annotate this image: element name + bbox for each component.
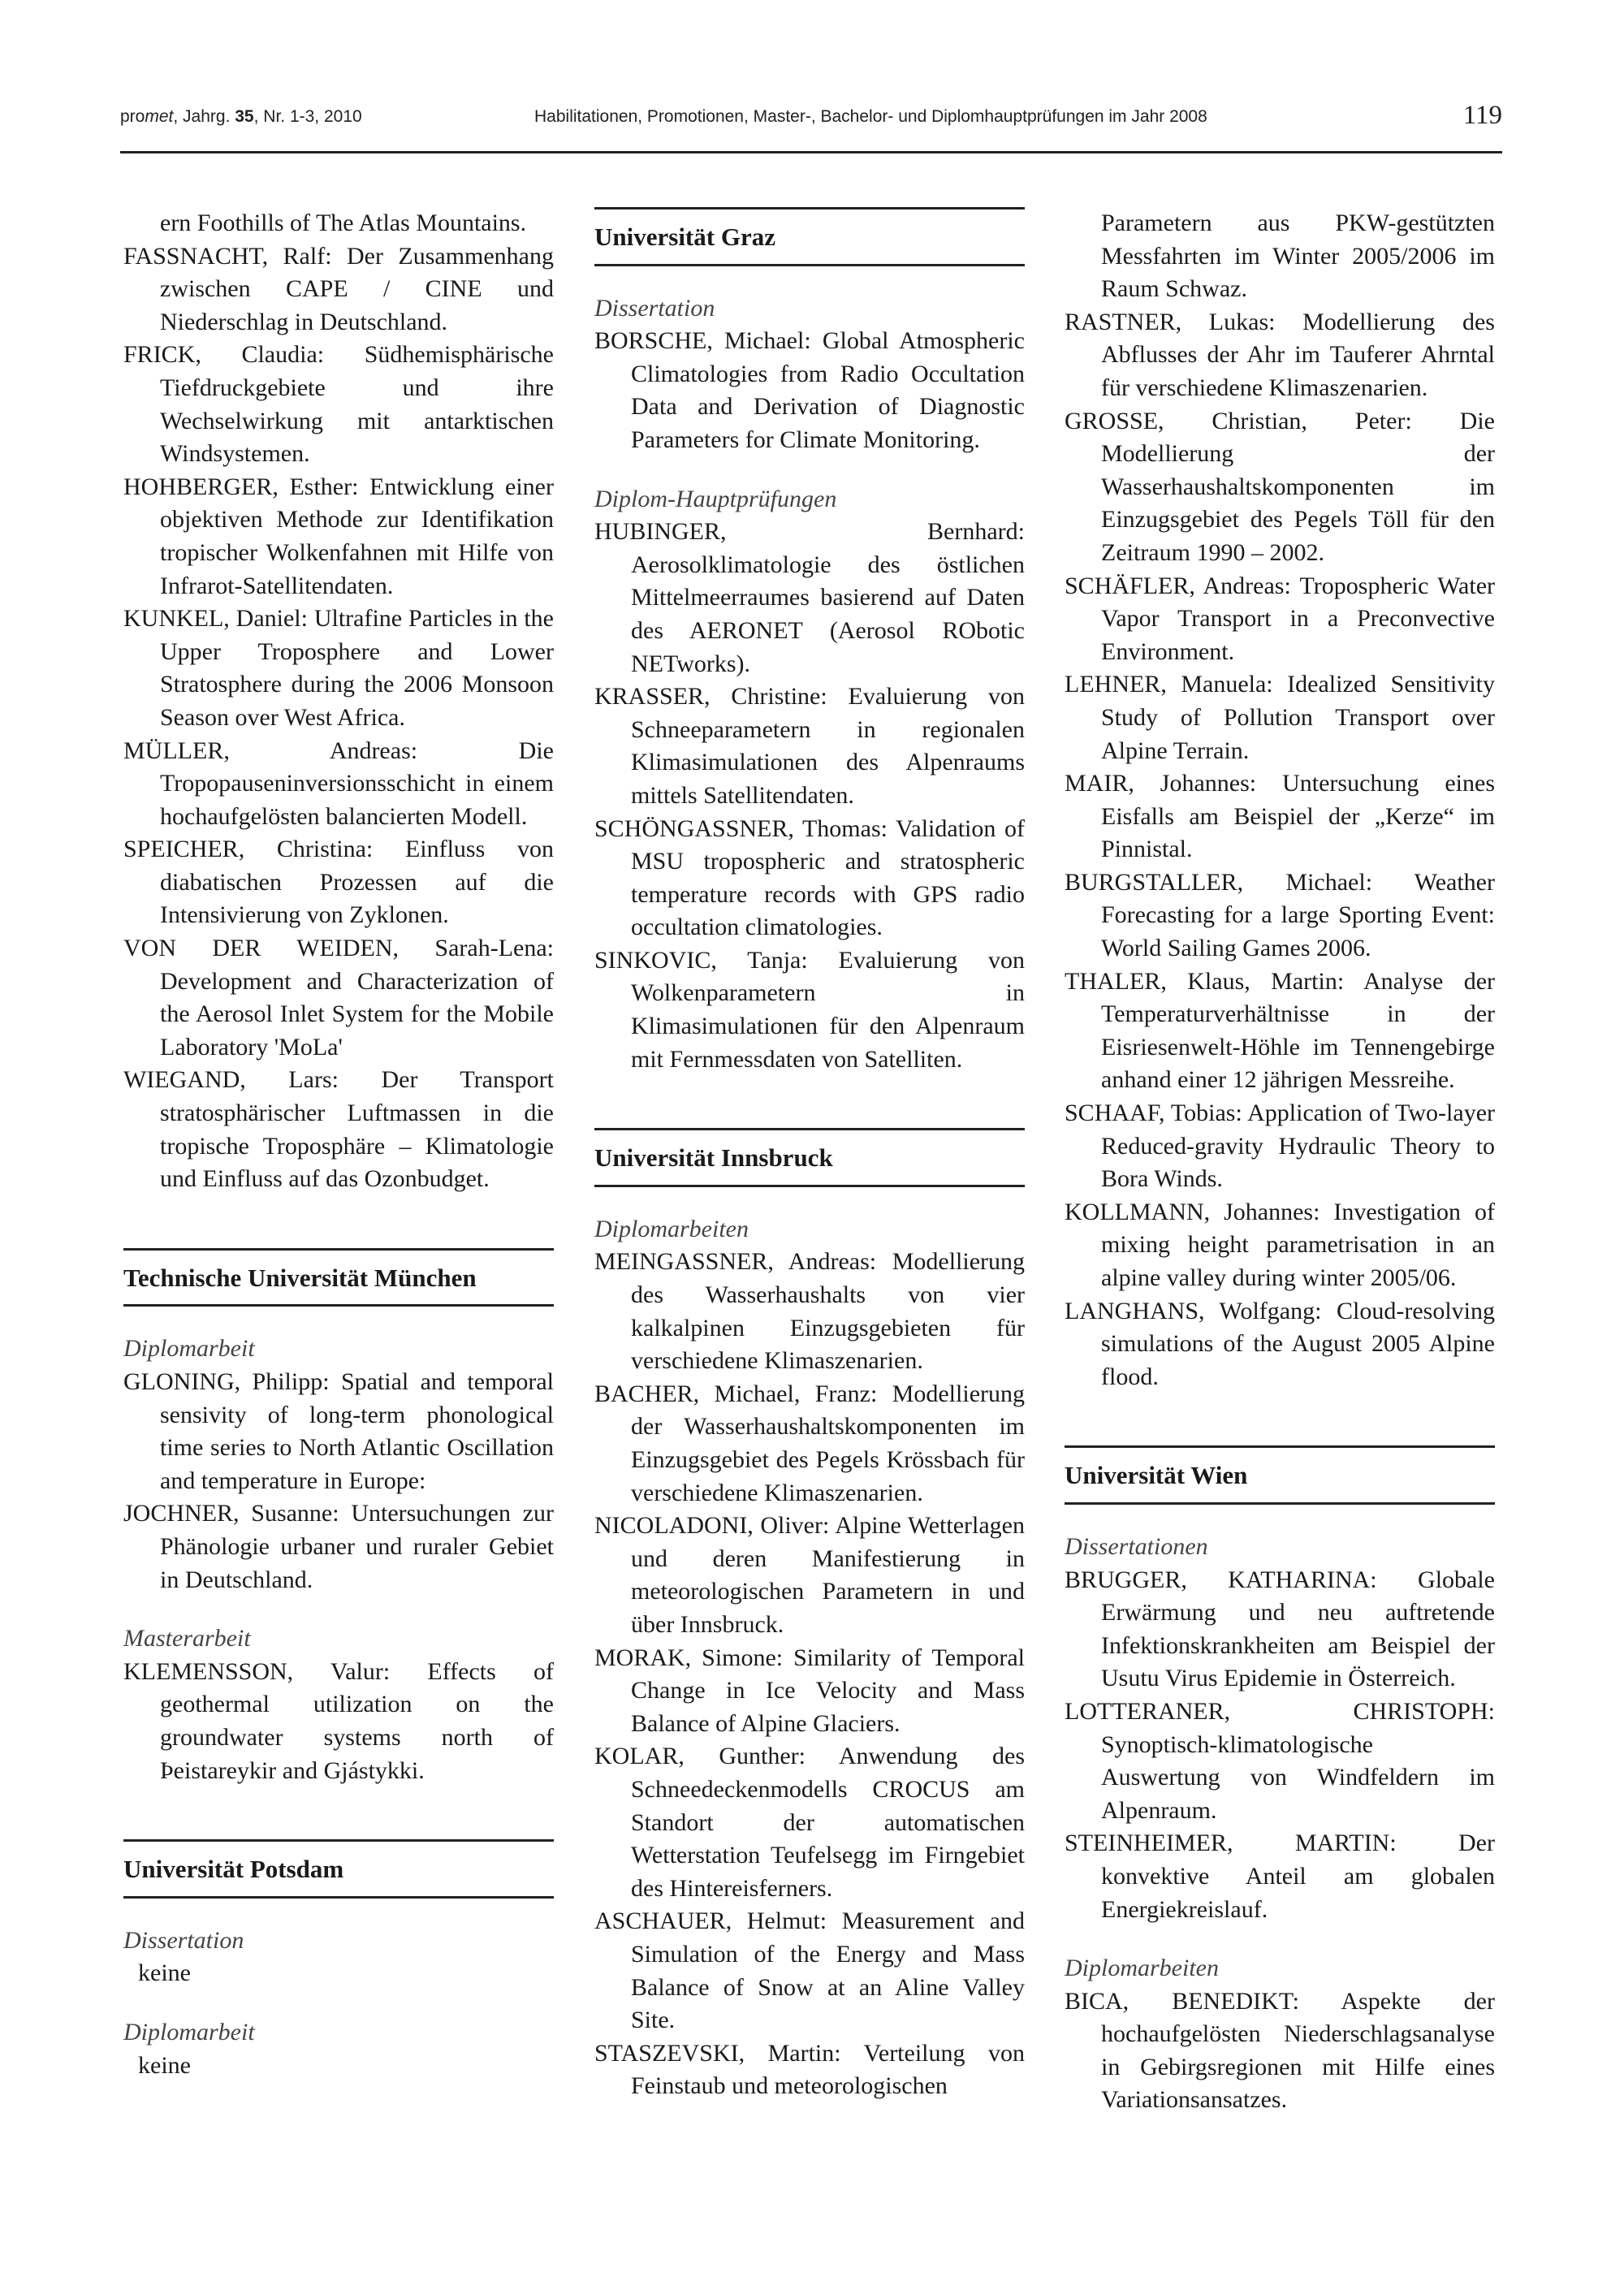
list-item: RASTNER, Lukas: Modellierung des Abflusses der Ahr im Tauferer Ahrntal für verschiedene Klimaszenarien. — [1065, 308, 1495, 401]
list-item: SINKOVIC, Tanja: Evaluierung von Wolkenparametern in Klimasimulationen für den Alpenraum mit Fernmessdaten von Satelliten. — [594, 946, 1025, 1073]
running-title: Habilitationen, Promotionen, Master-, Bachelor- und Diplomhauptprüfungen im Jahr 2008 — [534, 107, 1207, 126]
list-item: KOLLMANN, Johannes: Investigation of mixing height parametrisation in an alpine valley during winter 2005/06. — [1065, 1198, 1495, 1291]
list-item: MAIR, Johannes: Untersuchung eines Eisfalls am Beispiel der „Kerze“ im Pinnistal. — [1065, 770, 1495, 863]
list-item: VON DER WEIDEN, Sarah-Lena: Development and Characterization of the Aerosol Inlet System for the Mobile Laboratory 'MoLa' — [123, 935, 554, 1061]
running-header — [120, 97, 1502, 135]
section-heading-innsbruck: Universität Innsbruck — [594, 1128, 1025, 1187]
list-item: BICA, BENEDIKT: Aspekte der hochaufgelösten Niederschlagsanalyse in Gebirgsregionen mit Hilfe eines Variationsansatzes. — [1065, 1987, 1495, 2114]
list-item: MEINGASSNER, Andreas: Modellierung des Wasserhaushalts von vier kalkalpinen Einzugsgebieten für verschiedene Klimaszenarien. — [594, 1248, 1025, 1375]
list-item: HUBINGER, Bernhard: Aerosolklimatologie des östlichen Mittelmeerraumes basierend auf Daten des AERONET (Aerosol RObotic NETworks). — [594, 518, 1025, 677]
section-heading-wien: Universität Wien — [1065, 1445, 1495, 1505]
column-middle — [594, 207, 1025, 2103]
list-item: THALER, Klaus, Martin: Analyse der Temperaturverhältnisse in der Eisriesenwelt-Höhle im Tennengebirge anhand einer 12 jährigen Messreihe. — [1065, 967, 1495, 1094]
list-item: GROSSE, Christian, Peter: Die Modellierung der Wasserhaushaltskomponenten im Einzugsgebiet des Pegels Töll für den Zeitraum 1990 – 2002. — [1065, 407, 1495, 566]
journal-citation: promet, Jahrg. 35, Nr. 1-3, 2010 — [120, 107, 362, 126]
list-item: LEHNER, Manuela: Idealized Sensitivity Study of Pollution Transport over Alpine Terrain. — [1065, 671, 1495, 764]
list-item: JOCHNER, Susanne: Untersuchungen zur Phänologie urbaner und ruraler Gebiet in Deutschland. — [123, 1500, 554, 1593]
column-left — [123, 207, 554, 2082]
subheading-diplom-hauptpruefungen: Diplom-Hauptprüfungen — [594, 485, 837, 512]
subheading-dissertation: Dissertation — [123, 1926, 244, 1954]
list-item: BURGSTALLER, Michael: Weather Forecasting for a large Sporting Event: World Sailing Games 2006. — [1065, 868, 1495, 962]
none-value: keine — [138, 1959, 191, 1987]
header-rule — [120, 151, 1502, 153]
list-item: LANGHANS, Wolfgang: Cloud-resolving simulations of the August 2005 Alpine flood. — [1065, 1297, 1495, 1390]
list-item: KLEMENSSON, Valur: Effects of geothermal utilization on the groundwater systems north of Þeistareykir and Gjástykki. — [123, 1657, 554, 1784]
subheading-diplomarbeiten: Diplomarbeiten — [594, 1215, 749, 1242]
subheading-dissertationen: Dissertationen — [1065, 1532, 1208, 1560]
none-value: keine — [138, 2051, 191, 2079]
section-heading-potsdam: Universität Potsdam — [123, 1839, 554, 1899]
list-item: STASZEVSKI, Martin: Verteilung von Feinstaub und meteorologischen — [594, 2039, 1025, 2100]
list-item: MORAK, Simone: Similarity of Temporal Change in Ice Velocity and Mass Balance of Alpine Glaciers. — [594, 1644, 1025, 1737]
subheading-masterarbeit: Masterarbeit — [123, 1625, 251, 1652]
continued-entry: Parametern aus PKW-gestützten Messfahrten im Winter 2005/2006 im Raum Schwaz. — [1101, 210, 1495, 303]
section-heading-tum: Technische Universität München — [123, 1248, 554, 1307]
subheading-diplomarbeiten: Diplomarbeiten — [1065, 1955, 1219, 1982]
list-item: LOTTERANER, CHRISTOPH: Synoptisch-klimatologische Auswertung von Windfeldern im Alpenraum. — [1065, 1697, 1495, 1824]
list-item: KOLAR, Gunther: Anwendung des Schneedeckenmodells CROCUS am Standort der automatischen Wetterstation Teufelsegg im Firngebiet des Hintereisferners. — [594, 1743, 1025, 1902]
list-item: STEINHEIMER, MARTIN: Der konvektive Anteil am globalen Energiekreislauf. — [1065, 1830, 1495, 1923]
list-item: GLONING, Philipp: Spatial and temporal sensivity of long-term phonological time series to North Atlantic Oscillation and temperature in Europe: — [123, 1368, 554, 1494]
column-right — [1065, 207, 1495, 2117]
list-item: BRUGGER, KATHARINA: Globale Erwärmung und neu auftretende Infektionskrankheiten am Beispiel der Usutu Virus Epidemie in Österreich. — [1065, 1566, 1495, 1692]
list-item: BACHER, Michael, Franz: Modellierung der Wasserhaushaltskomponenten im Einzugsgebiet des Pegels Krössbach für verschiedene Klimaszenarien. — [594, 1380, 1025, 1506]
subheading-dissertation: Dissertation — [594, 294, 715, 322]
section-heading-graz: Universität Graz — [594, 207, 1025, 266]
subheading-diplomarbeit: Diplomarbeit — [123, 1335, 255, 1363]
list-item: SPEICHER, Christina: Einfluss von diabatischen Prozessen auf die Intensivierung von Zyklonen. — [123, 836, 554, 929]
subheading-diplomarbeit: Diplomarbeit — [123, 2018, 255, 2046]
page-number: 119 — [1462, 101, 1502, 130]
list-item: KRASSER, Christine: Evaluierung von Schneeparametern in regionalen Klimasimulationen des Alpenraums mittels Satellitendaten. — [594, 683, 1025, 809]
list-item: FRICK, Claudia: Südhemisphärische Tiefdruckgebiete und ihre Wechselwirkung mit antarktischen Windsystemen. — [123, 341, 554, 468]
list-item: SCHÄFLER, Andreas: Tropospheric Water Vapor Transport in a Preconvective Environment. — [1065, 572, 1495, 665]
list-item: ASCHAUER, Helmut: Measurement and Simulation of the Energy and Mass Balance of Snow at an Aline Valley Site. — [594, 1907, 1025, 2034]
list-item: KUNKEL, Daniel: Ultrafine Particles in the Upper Troposphere and Lower Stratosphere during the 2006 Monsoon Season over West Africa. — [123, 605, 554, 731]
list-item: FASSNACHT, Ralf: Der Zusammenhang zwischen CAPE / CINE und Niederschlag in Deutschland. — [123, 242, 554, 335]
continued-entry: ern Foothills of The Atlas Mountains. — [160, 210, 527, 236]
list-item: WIEGAND, Lars: Der Transport stratosphärischer Luftmassen in die tropische Troposphäre – Klimatologie und Einfluss auf das Ozonbudget. — [123, 1066, 554, 1193]
list-item: NICOLADONI, Oliver: Alpine Wetterlagen und deren Manifestierung in meteorologischen Parametern in und über Innsbruck. — [594, 1512, 1025, 1638]
list-item: HOHBERGER, Esther: Entwicklung einer objektiven Methode zur Identifikation tropischer Wolkenfahnen mit Hilfe von Infrarot-Satellitendaten. — [123, 473, 554, 599]
list-item: MÜLLER, Andreas: Die Tropopauseninversionsschicht in einem hochaufgelösten balancierten Modell. — [123, 737, 554, 830]
list-item: BORSCHE, Michael: Global Atmospheric Climatologies from Radio Occultation Data and Derivation of Diagnostic Parameters for Climate Monitoring. — [594, 327, 1025, 453]
list-item: SCHÖNGASSNER, Thomas: Validation of MSU tropospheric and stratospheric temperature records with GPS radio occultation climatologies. — [594, 814, 1025, 941]
list-item: SCHAAF, Tobias: Application of Two-layer Reduced-gravity Hydraulic Theory to Bora Winds. — [1065, 1099, 1495, 1193]
